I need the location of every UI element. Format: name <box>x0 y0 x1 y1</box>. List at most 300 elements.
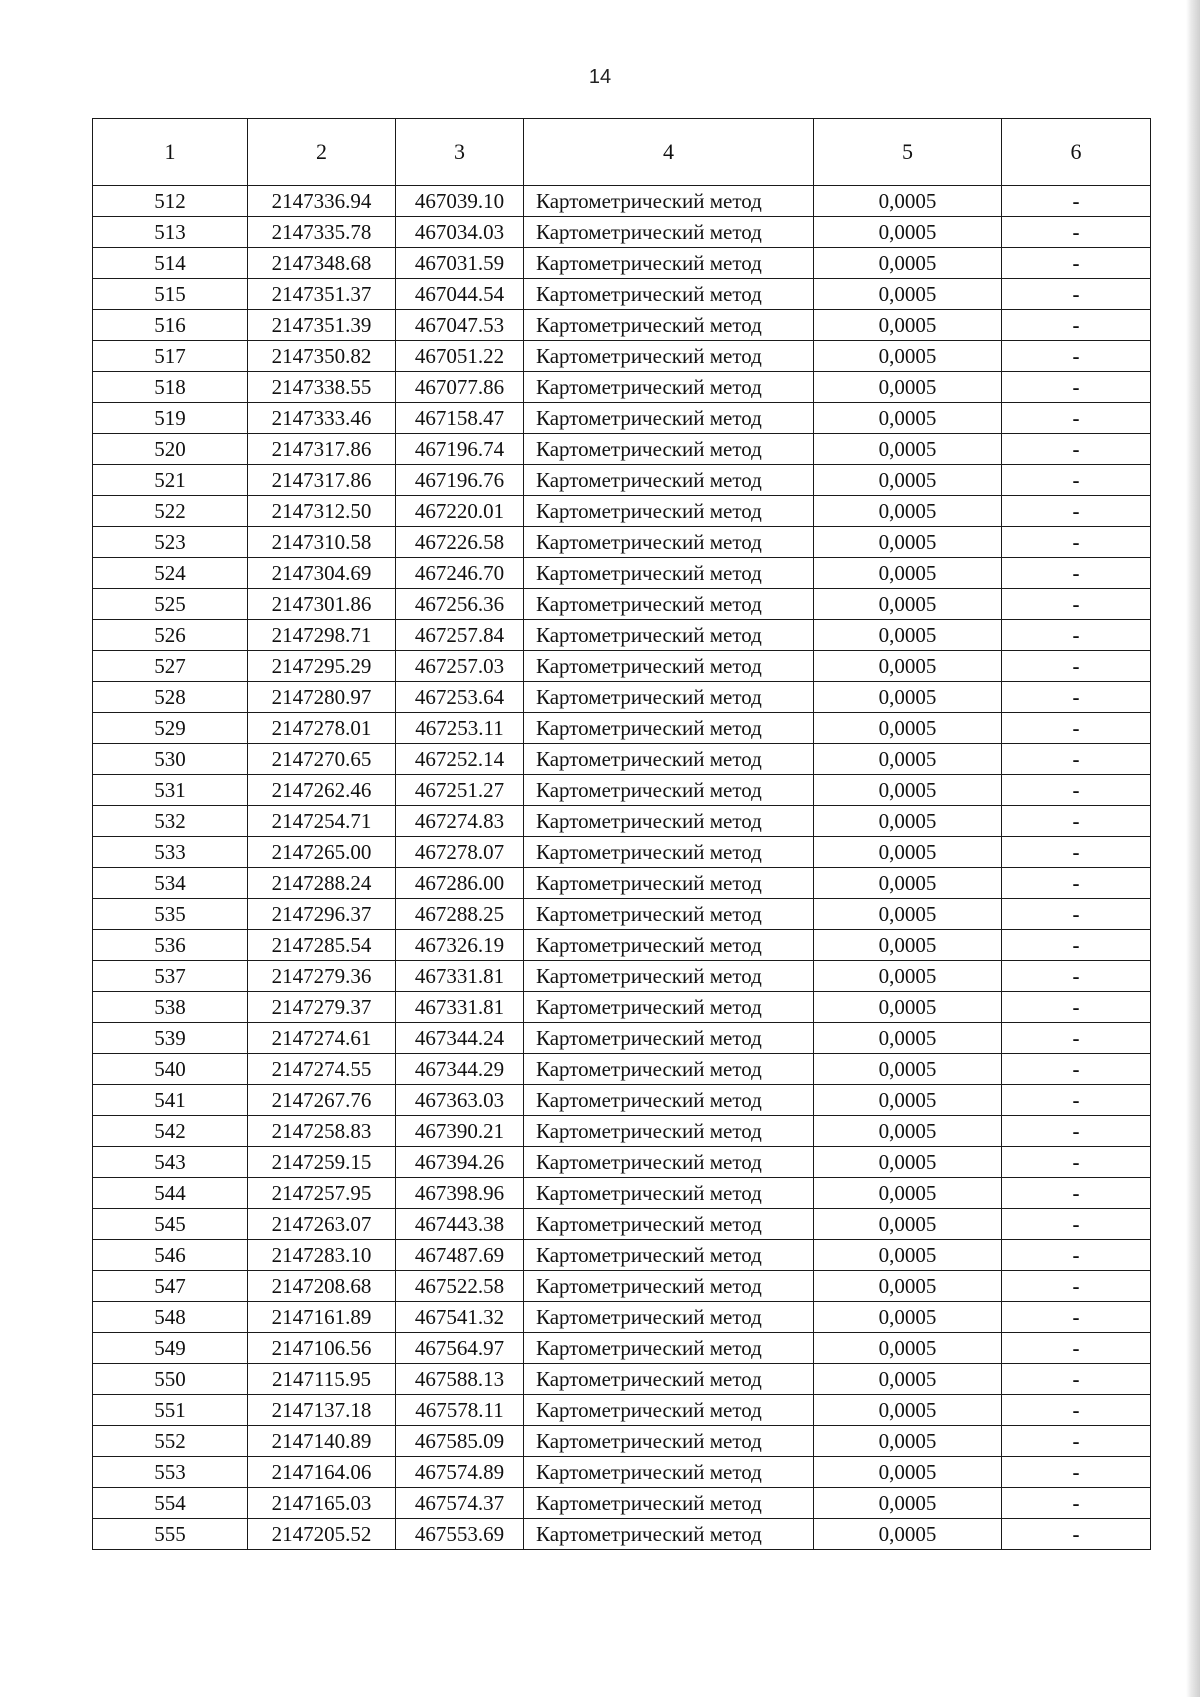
x-coordinate-cell: 2147115.95 <box>248 1364 396 1395</box>
point-number-cell: 538 <box>93 992 248 1023</box>
method-cell: Картометрический метод <box>524 186 814 217</box>
table-row <box>93 1209 1151 1240</box>
table-row <box>93 589 1151 620</box>
point-number-cell: 519 <box>93 403 248 434</box>
table-row <box>93 682 1151 713</box>
method-cell: Картометрический метод <box>524 527 814 558</box>
y-coordinate-cell: 467257.03 <box>396 651 524 682</box>
y-coordinate-cell: 467253.11 <box>396 713 524 744</box>
table-row <box>93 1519 1151 1550</box>
note-cell: - <box>1002 589 1151 620</box>
note-cell: - <box>1002 372 1151 403</box>
note-cell: - <box>1002 1302 1151 1333</box>
point-number-cell: 518 <box>93 372 248 403</box>
point-number-cell: 543 <box>93 1147 248 1178</box>
method-cell: Картометрический метод <box>524 1116 814 1147</box>
x-coordinate-cell: 2147285.54 <box>248 930 396 961</box>
y-coordinate-cell: 467051.22 <box>396 341 524 372</box>
x-coordinate-cell: 2147262.46 <box>248 775 396 806</box>
x-coordinate-cell: 2147258.83 <box>248 1116 396 1147</box>
method-cell: Картометрический метод <box>524 1488 814 1519</box>
method-cell: Картометрический метод <box>524 496 814 527</box>
note-cell: - <box>1002 775 1151 806</box>
table-row <box>93 527 1151 558</box>
point-number-cell: 533 <box>93 837 248 868</box>
accuracy-cell: 0,0005 <box>814 558 1002 589</box>
method-cell: Картометрический метод <box>524 1333 814 1364</box>
note-cell: - <box>1002 992 1151 1023</box>
accuracy-cell: 0,0005 <box>814 651 1002 682</box>
table-row <box>93 992 1151 1023</box>
note-cell: - <box>1002 465 1151 496</box>
y-coordinate-cell: 467278.07 <box>396 837 524 868</box>
x-coordinate-cell: 2147274.55 <box>248 1054 396 1085</box>
table-row <box>93 1302 1151 1333</box>
note-cell: - <box>1002 1395 1151 1426</box>
accuracy-cell: 0,0005 <box>814 1457 1002 1488</box>
point-number-cell: 514 <box>93 248 248 279</box>
table-row <box>93 1395 1151 1426</box>
note-cell: - <box>1002 1488 1151 1519</box>
y-coordinate-cell: 467398.96 <box>396 1178 524 1209</box>
note-cell: - <box>1002 1116 1151 1147</box>
point-number-cell: 548 <box>93 1302 248 1333</box>
method-cell: Картометрический метод <box>524 992 814 1023</box>
accuracy-cell: 0,0005 <box>814 1054 1002 1085</box>
table-row <box>93 1147 1151 1178</box>
accuracy-cell: 0,0005 <box>814 1178 1002 1209</box>
method-cell: Картометрический метод <box>524 713 814 744</box>
y-coordinate-cell: 467039.10 <box>396 186 524 217</box>
accuracy-cell: 0,0005 <box>814 310 1002 341</box>
y-coordinate-cell: 467574.89 <box>396 1457 524 1488</box>
table-row <box>93 775 1151 806</box>
accuracy-cell: 0,0005 <box>814 1302 1002 1333</box>
accuracy-cell: 0,0005 <box>814 1085 1002 1116</box>
accuracy-cell: 0,0005 <box>814 682 1002 713</box>
accuracy-cell: 0,0005 <box>814 1333 1002 1364</box>
point-number-cell: 551 <box>93 1395 248 1426</box>
y-coordinate-cell: 467196.76 <box>396 465 524 496</box>
accuracy-cell: 0,0005 <box>814 744 1002 775</box>
point-number-cell: 526 <box>93 620 248 651</box>
y-coordinate-cell: 467246.70 <box>396 558 524 589</box>
accuracy-cell: 0,0005 <box>814 1519 1002 1550</box>
method-cell: Картометрический метод <box>524 310 814 341</box>
note-cell: - <box>1002 279 1151 310</box>
point-number-cell: 545 <box>93 1209 248 1240</box>
table-row <box>93 217 1151 248</box>
accuracy-cell: 0,0005 <box>814 868 1002 899</box>
method-cell: Картометрический метод <box>524 279 814 310</box>
method-cell: Картометрический метод <box>524 558 814 589</box>
y-coordinate-cell: 467578.11 <box>396 1395 524 1426</box>
table-row <box>93 1085 1151 1116</box>
header-col-5: 5 <box>814 119 1002 186</box>
x-coordinate-cell: 2147278.01 <box>248 713 396 744</box>
page-number: 14 <box>588 66 612 88</box>
note-cell: - <box>1002 651 1151 682</box>
note-cell: - <box>1002 1023 1151 1054</box>
point-number-cell: 523 <box>93 527 248 558</box>
accuracy-cell: 0,0005 <box>814 930 1002 961</box>
x-coordinate-cell: 2147279.37 <box>248 992 396 1023</box>
table-row <box>93 899 1151 930</box>
method-cell: Картометрический метод <box>524 744 814 775</box>
table-header-row <box>93 119 1151 186</box>
point-number-cell: 537 <box>93 961 248 992</box>
table-row <box>93 713 1151 744</box>
point-number-cell: 521 <box>93 465 248 496</box>
y-coordinate-cell: 467564.97 <box>396 1333 524 1364</box>
note-cell: - <box>1002 682 1151 713</box>
header-col-2: 2 <box>248 119 396 186</box>
point-number-cell: 553 <box>93 1457 248 1488</box>
header-col-1: 1 <box>93 119 248 186</box>
point-number-cell: 536 <box>93 930 248 961</box>
x-coordinate-cell: 2147301.86 <box>248 589 396 620</box>
y-coordinate-cell: 467344.29 <box>396 1054 524 1085</box>
table-row <box>93 1271 1151 1302</box>
note-cell: - <box>1002 527 1151 558</box>
x-coordinate-cell: 2147161.89 <box>248 1302 396 1333</box>
x-coordinate-cell: 2147165.03 <box>248 1488 396 1519</box>
point-number-cell: 542 <box>93 1116 248 1147</box>
method-cell: Картометрический метод <box>524 1023 814 1054</box>
x-coordinate-cell: 2147140.89 <box>248 1426 396 1457</box>
accuracy-cell: 0,0005 <box>814 403 1002 434</box>
method-cell: Картометрический метод <box>524 1054 814 1085</box>
method-cell: Картометрический метод <box>524 1271 814 1302</box>
x-coordinate-cell: 2147312.50 <box>248 496 396 527</box>
note-cell: - <box>1002 1364 1151 1395</box>
table-row <box>93 620 1151 651</box>
y-coordinate-cell: 467044.54 <box>396 279 524 310</box>
point-number-cell: 513 <box>93 217 248 248</box>
table-row <box>93 1488 1151 1519</box>
accuracy-cell: 0,0005 <box>814 434 1002 465</box>
note-cell: - <box>1002 961 1151 992</box>
table-row <box>93 1426 1151 1457</box>
point-number-cell: 529 <box>93 713 248 744</box>
method-cell: Картометрический метод <box>524 620 814 651</box>
x-coordinate-cell: 2147351.37 <box>248 279 396 310</box>
y-coordinate-cell: 467585.09 <box>396 1426 524 1457</box>
point-number-cell: 534 <box>93 868 248 899</box>
method-cell: Картометрический метод <box>524 1240 814 1271</box>
method-cell: Картометрический метод <box>524 682 814 713</box>
y-coordinate-cell: 467522.58 <box>396 1271 524 1302</box>
method-cell: Картометрический метод <box>524 899 814 930</box>
point-number-cell: 541 <box>93 1085 248 1116</box>
table-row <box>93 186 1151 217</box>
table-row <box>93 1178 1151 1209</box>
accuracy-cell: 0,0005 <box>814 1364 1002 1395</box>
table-row <box>93 744 1151 775</box>
x-coordinate-cell: 2147338.55 <box>248 372 396 403</box>
accuracy-cell: 0,0005 <box>814 372 1002 403</box>
y-coordinate-cell: 467077.86 <box>396 372 524 403</box>
y-coordinate-cell: 467487.69 <box>396 1240 524 1271</box>
table-row <box>93 434 1151 465</box>
y-coordinate-cell: 467331.81 <box>396 961 524 992</box>
method-cell: Картометрический метод <box>524 217 814 248</box>
table-row <box>93 1364 1151 1395</box>
y-coordinate-cell: 467344.24 <box>396 1023 524 1054</box>
accuracy-cell: 0,0005 <box>814 775 1002 806</box>
y-coordinate-cell: 467574.37 <box>396 1488 524 1519</box>
y-coordinate-cell: 467253.64 <box>396 682 524 713</box>
accuracy-cell: 0,0005 <box>814 1395 1002 1426</box>
table-row <box>93 248 1151 279</box>
point-number-cell: 517 <box>93 341 248 372</box>
x-coordinate-cell: 2147106.56 <box>248 1333 396 1364</box>
y-coordinate-cell: 467220.01 <box>396 496 524 527</box>
y-coordinate-cell: 467034.03 <box>396 217 524 248</box>
table-row <box>93 1023 1151 1054</box>
accuracy-cell: 0,0005 <box>814 186 1002 217</box>
x-coordinate-cell: 2147208.68 <box>248 1271 396 1302</box>
table-row <box>93 1240 1151 1271</box>
accuracy-cell: 0,0005 <box>814 1023 1002 1054</box>
x-coordinate-cell: 2147296.37 <box>248 899 396 930</box>
table-body <box>93 186 1151 1550</box>
table-row <box>93 1457 1151 1488</box>
accuracy-cell: 0,0005 <box>814 620 1002 651</box>
x-coordinate-cell: 2147257.95 <box>248 1178 396 1209</box>
point-number-cell: 515 <box>93 279 248 310</box>
header-col-6: 6 <box>1002 119 1151 186</box>
note-cell: - <box>1002 1209 1151 1240</box>
y-coordinate-cell: 467256.36 <box>396 589 524 620</box>
x-coordinate-cell: 2147283.10 <box>248 1240 396 1271</box>
y-coordinate-cell: 467331.81 <box>396 992 524 1023</box>
method-cell: Картометрический метод <box>524 930 814 961</box>
y-coordinate-cell: 467541.32 <box>396 1302 524 1333</box>
method-cell: Картометрический метод <box>524 1085 814 1116</box>
table-row <box>93 310 1151 341</box>
table-row <box>93 465 1151 496</box>
y-coordinate-cell: 467443.38 <box>396 1209 524 1240</box>
table-row <box>93 403 1151 434</box>
point-number-cell: 530 <box>93 744 248 775</box>
accuracy-cell: 0,0005 <box>814 341 1002 372</box>
point-number-cell: 550 <box>93 1364 248 1395</box>
y-coordinate-cell: 467390.21 <box>396 1116 524 1147</box>
accuracy-cell: 0,0005 <box>814 1147 1002 1178</box>
y-coordinate-cell: 467553.69 <box>396 1519 524 1550</box>
point-number-cell: 531 <box>93 775 248 806</box>
coordinates-table <box>92 118 1151 1550</box>
note-cell: - <box>1002 186 1151 217</box>
note-cell: - <box>1002 1240 1151 1271</box>
note-cell: - <box>1002 1457 1151 1488</box>
point-number-cell: 535 <box>93 899 248 930</box>
note-cell: - <box>1002 837 1151 868</box>
point-number-cell: 555 <box>93 1519 248 1550</box>
method-cell: Картометрический метод <box>524 775 814 806</box>
y-coordinate-cell: 467286.00 <box>396 868 524 899</box>
point-number-cell: 527 <box>93 651 248 682</box>
point-number-cell: 525 <box>93 589 248 620</box>
accuracy-cell: 0,0005 <box>814 1209 1002 1240</box>
point-number-cell: 528 <box>93 682 248 713</box>
accuracy-cell: 0,0005 <box>814 837 1002 868</box>
accuracy-cell: 0,0005 <box>814 992 1002 1023</box>
x-coordinate-cell: 2147267.76 <box>248 1085 396 1116</box>
note-cell: - <box>1002 1333 1151 1364</box>
note-cell: - <box>1002 713 1151 744</box>
point-number-cell: 547 <box>93 1271 248 1302</box>
table-row <box>93 868 1151 899</box>
method-cell: Картометрический метод <box>524 651 814 682</box>
point-number-cell: 512 <box>93 186 248 217</box>
note-cell: - <box>1002 899 1151 930</box>
x-coordinate-cell: 2147348.68 <box>248 248 396 279</box>
x-coordinate-cell: 2147164.06 <box>248 1457 396 1488</box>
accuracy-cell: 0,0005 <box>814 1488 1002 1519</box>
y-coordinate-cell: 467588.13 <box>396 1364 524 1395</box>
x-coordinate-cell: 2147317.86 <box>248 465 396 496</box>
y-coordinate-cell: 467363.03 <box>396 1085 524 1116</box>
accuracy-cell: 0,0005 <box>814 465 1002 496</box>
method-cell: Картометрический метод <box>524 341 814 372</box>
x-coordinate-cell: 2147265.00 <box>248 837 396 868</box>
y-coordinate-cell: 467251.27 <box>396 775 524 806</box>
note-cell: - <box>1002 403 1151 434</box>
note-cell: - <box>1002 1519 1151 1550</box>
x-coordinate-cell: 2147259.15 <box>248 1147 396 1178</box>
note-cell: - <box>1002 434 1151 465</box>
note-cell: - <box>1002 217 1151 248</box>
y-coordinate-cell: 467394.26 <box>396 1147 524 1178</box>
note-cell: - <box>1002 1426 1151 1457</box>
note-cell: - <box>1002 310 1151 341</box>
accuracy-cell: 0,0005 <box>814 713 1002 744</box>
note-cell: - <box>1002 341 1151 372</box>
method-cell: Картометрический метод <box>524 837 814 868</box>
note-cell: - <box>1002 806 1151 837</box>
x-coordinate-cell: 2147335.78 <box>248 217 396 248</box>
point-number-cell: 554 <box>93 1488 248 1519</box>
x-coordinate-cell: 2147351.39 <box>248 310 396 341</box>
accuracy-cell: 0,0005 <box>814 1116 1002 1147</box>
x-coordinate-cell: 2147350.82 <box>248 341 396 372</box>
note-cell: - <box>1002 930 1151 961</box>
method-cell: Картометрический метод <box>524 1147 814 1178</box>
note-cell: - <box>1002 496 1151 527</box>
accuracy-cell: 0,0005 <box>814 961 1002 992</box>
accuracy-cell: 0,0005 <box>814 899 1002 930</box>
note-cell: - <box>1002 1178 1151 1209</box>
x-coordinate-cell: 2147205.52 <box>248 1519 396 1550</box>
note-cell: - <box>1002 558 1151 589</box>
accuracy-cell: 0,0005 <box>814 527 1002 558</box>
point-number-cell: 524 <box>93 558 248 589</box>
header-col-3: 3 <box>396 119 524 186</box>
x-coordinate-cell: 2147274.61 <box>248 1023 396 1054</box>
table-row <box>93 806 1151 837</box>
point-number-cell: 546 <box>93 1240 248 1271</box>
x-coordinate-cell: 2147336.94 <box>248 186 396 217</box>
method-cell: Картометрический метод <box>524 806 814 837</box>
accuracy-cell: 0,0005 <box>814 217 1002 248</box>
point-number-cell: 532 <box>93 806 248 837</box>
method-cell: Картометрический метод <box>524 465 814 496</box>
note-cell: - <box>1002 1271 1151 1302</box>
y-coordinate-cell: 467031.59 <box>396 248 524 279</box>
method-cell: Картометрический метод <box>524 589 814 620</box>
y-coordinate-cell: 467288.25 <box>396 899 524 930</box>
method-cell: Картометрический метод <box>524 372 814 403</box>
scan-edge-shadow <box>1186 0 1200 1697</box>
x-coordinate-cell: 2147288.24 <box>248 868 396 899</box>
method-cell: Картометрический метод <box>524 1457 814 1488</box>
point-number-cell: 544 <box>93 1178 248 1209</box>
y-coordinate-cell: 467274.83 <box>396 806 524 837</box>
accuracy-cell: 0,0005 <box>814 496 1002 527</box>
method-cell: Картометрический метод <box>524 1426 814 1457</box>
table-row <box>93 341 1151 372</box>
table-row <box>93 651 1151 682</box>
point-number-cell: 539 <box>93 1023 248 1054</box>
method-cell: Картометрический метод <box>524 1364 814 1395</box>
table-row <box>93 930 1151 961</box>
x-coordinate-cell: 2147310.58 <box>248 527 396 558</box>
table-row <box>93 1054 1151 1085</box>
table-row <box>93 279 1151 310</box>
y-coordinate-cell: 467326.19 <box>396 930 524 961</box>
method-cell: Картометрический метод <box>524 1178 814 1209</box>
point-number-cell: 540 <box>93 1054 248 1085</box>
y-coordinate-cell: 467226.58 <box>396 527 524 558</box>
point-number-cell: 522 <box>93 496 248 527</box>
note-cell: - <box>1002 620 1151 651</box>
accuracy-cell: 0,0005 <box>814 248 1002 279</box>
accuracy-cell: 0,0005 <box>814 589 1002 620</box>
accuracy-cell: 0,0005 <box>814 1240 1002 1271</box>
table-row <box>93 1116 1151 1147</box>
method-cell: Картометрический метод <box>524 248 814 279</box>
table-row <box>93 961 1151 992</box>
table-row <box>93 496 1151 527</box>
accuracy-cell: 0,0005 <box>814 806 1002 837</box>
x-coordinate-cell: 2147270.65 <box>248 744 396 775</box>
note-cell: - <box>1002 1054 1151 1085</box>
method-cell: Картометрический метод <box>524 1519 814 1550</box>
note-cell: - <box>1002 248 1151 279</box>
y-coordinate-cell: 467047.53 <box>396 310 524 341</box>
table-row <box>93 558 1151 589</box>
point-number-cell: 552 <box>93 1426 248 1457</box>
table-row <box>93 372 1151 403</box>
note-cell: - <box>1002 1085 1151 1116</box>
method-cell: Картометрический метод <box>524 1209 814 1240</box>
x-coordinate-cell: 2147280.97 <box>248 682 396 713</box>
x-coordinate-cell: 2147317.86 <box>248 434 396 465</box>
x-coordinate-cell: 2147304.69 <box>248 558 396 589</box>
x-coordinate-cell: 2147298.71 <box>248 620 396 651</box>
x-coordinate-cell: 2147333.46 <box>248 403 396 434</box>
point-number-cell: 549 <box>93 1333 248 1364</box>
note-cell: - <box>1002 744 1151 775</box>
point-number-cell: 520 <box>93 434 248 465</box>
method-cell: Картометрический метод <box>524 1302 814 1333</box>
x-coordinate-cell: 2147295.29 <box>248 651 396 682</box>
x-coordinate-cell: 2147263.07 <box>248 1209 396 1240</box>
method-cell: Картометрический метод <box>524 961 814 992</box>
y-coordinate-cell: 467196.74 <box>396 434 524 465</box>
